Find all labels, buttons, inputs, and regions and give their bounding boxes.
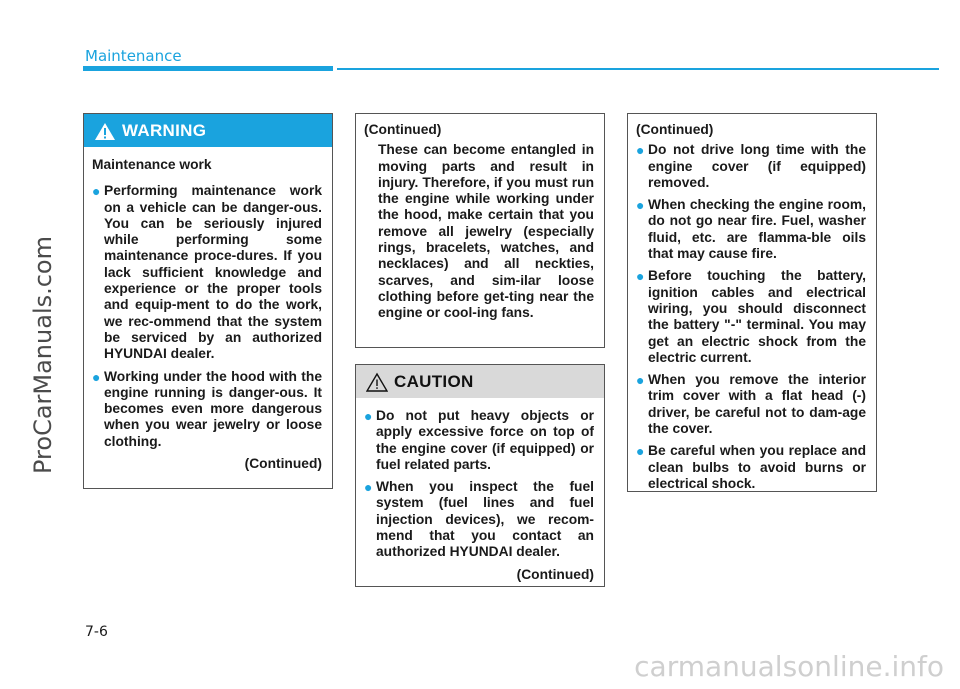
warning-header (84, 114, 332, 147)
right-continued-box (627, 113, 877, 492)
warning-intro: Maintenance work (92, 157, 212, 172)
list-item-text: Do not drive long time with the engine cover (if equipped) removed. (648, 142, 866, 190)
bullet-dot-icon: ● (636, 268, 645, 285)
side-watermark: ProCarManuals.com (29, 235, 57, 475)
warning-body (84, 147, 332, 480)
list-item (636, 197, 866, 262)
page-number: 7-6 (85, 624, 108, 640)
list-item-text: Working under the hood with the engine running is danger-ous. It becomes even more dangerous when you wear jewelry or loose clothing. (104, 368, 322, 449)
bullet-dot-icon: ● (636, 443, 645, 460)
continued-head: (Continued) (364, 122, 442, 137)
warning-box (83, 113, 333, 489)
list-item (636, 443, 866, 492)
caution-box (355, 364, 605, 587)
bullet-dot-icon: ● (636, 197, 645, 214)
list-item (92, 183, 322, 362)
list-item (636, 372, 866, 437)
list-item-text: When you inspect the fuel system (fuel lines and fuel injection devices), we recom-mend that you contact an authorized HYUNDAI dealer. (376, 479, 594, 560)
list-item (92, 369, 322, 450)
list-item-text: Before touching the battery, ignition cables and electrical wiring, you should disconnect the battery "-" terminal. You may get an electric shock from the electric current. (648, 268, 866, 365)
section-title: Maintenance (85, 47, 182, 65)
right-continued-body (628, 114, 876, 506)
caution-title: CAUTION (394, 371, 474, 391)
bullet-dot-icon: ● (636, 372, 645, 389)
caution-body (356, 398, 604, 591)
list-item (364, 479, 594, 560)
caution-triangle-icon (366, 372, 388, 392)
continued-head: (Continued) (636, 122, 714, 137)
list-item-text: When checking the engine room, do not go near fire. Fuel, washer fluid, etc. are flamma-ble oils that may cause fire. (648, 197, 866, 262)
continued-label: (Continued) (516, 566, 594, 582)
list-item-text: When you remove the interior trim cover with a flat head (-) driver, be careful not to dam-age the cover. (648, 372, 866, 437)
list-item-text: Be careful when you replace and clean bulbs to avoid burns or electrical shock. (648, 443, 866, 491)
bullet-dot-icon: ● (364, 479, 373, 496)
bullet-dot-icon: ● (364, 408, 373, 424)
bullet-dot-icon: ● (636, 142, 645, 159)
header-rule-thick (83, 66, 333, 71)
warning-title: WARNING (122, 120, 207, 140)
list-item-text: Do not put heavy objects or apply excessive force on top of the engine cover (if equipped) or fuel related parts. (376, 408, 594, 472)
caution-header (356, 365, 604, 398)
bottom-watermark: carmanualsonline.info (634, 650, 944, 683)
list-item (636, 268, 866, 366)
list-item (636, 142, 866, 191)
continued-paragraph: These can become entangled in moving parts and result in injury. Therefore, if you must run the engine while working under the hood, make certain that you remove all jewelry (especially rings, bracelets, watches, and necklaces) and all neckties, scarves, and sim-ilar loose clothing before get-ting near the engine or cool-ing fans. (378, 142, 594, 321)
warning-triangle-icon (94, 121, 116, 141)
continued-label: (Continued) (244, 456, 322, 472)
continued-text-box (355, 113, 605, 348)
list-item (364, 408, 594, 473)
list-item-text: Performing maintenance work on a vehicle can be danger-ous. You can be seriously injured while performing some maintenance proce-dures. If you lack sufficient knowledge and experience or the proper tools and equip-ment to do the work, we rec-ommend that the system be serviced by an authorized HYUNDAI dealer. (104, 183, 322, 362)
bullet-dot-icon: ● (92, 368, 101, 385)
continued-text-body (356, 114, 604, 330)
header-rule-thin (337, 68, 939, 70)
bullet-dot-icon: ● (92, 183, 101, 200)
